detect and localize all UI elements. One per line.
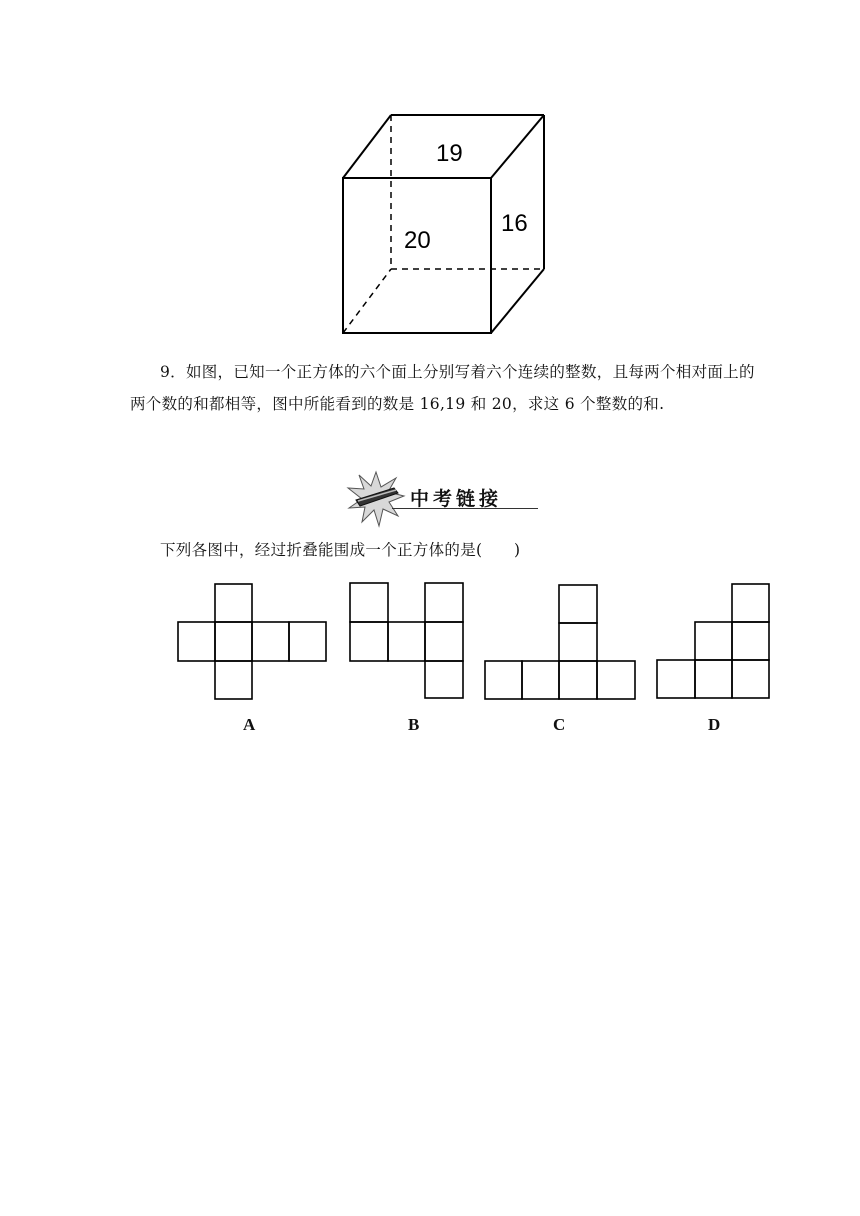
option-c-label: C <box>553 715 566 734</box>
net-c <box>485 585 635 699</box>
option-a-label: A <box>243 715 256 734</box>
pen-starburst-icon <box>346 470 406 528</box>
cube-top-number: 19 <box>436 140 463 167</box>
section-title: 中考链接 <box>410 488 503 510</box>
net-a <box>178 584 326 699</box>
section-header <box>346 470 546 530</box>
cube-front-number: 20 <box>404 227 431 254</box>
option-d-label: D <box>708 715 721 734</box>
problem9-line2: 两个数的和都相等，图中所能看到的数是 16,19 和 20，求这 6 个整数的和. <box>130 395 665 413</box>
net-b <box>350 583 463 698</box>
problem9-line1: 9．如图，已知一个正方体的六个面上分别写着六个连续的整数，且每两个相对面上的 <box>160 363 755 381</box>
section-underline <box>392 508 538 509</box>
net-d <box>657 584 769 698</box>
cube-nets <box>170 575 780 710</box>
question-text: 下列各图中，经过折叠能围成一个正方体的是( ) <box>160 541 521 559</box>
cube-figure <box>330 105 560 345</box>
option-b-label: B <box>408 715 420 734</box>
cube-right-number: 16 <box>501 210 528 237</box>
cube-front-face <box>343 178 491 333</box>
